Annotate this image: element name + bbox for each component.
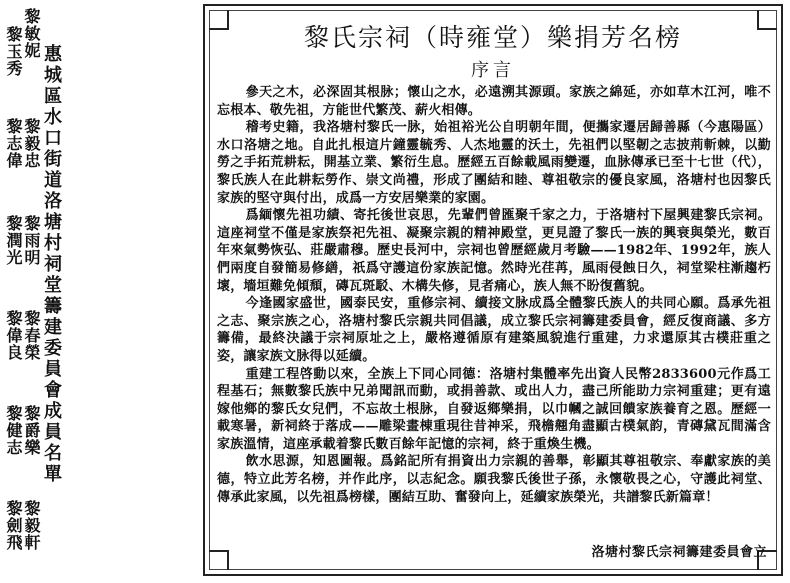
committee-name-11: 黎毅軒 [22, 500, 41, 551]
preface-paragraph-4: 今逢國家盛世，國泰民安，重修宗祠、續接文脉成爲全體黎氏族人的共同心願。爲承先祖之志、聚宗族之心，洛塘村黎氏宗親共同倡議，成立黎氏宗祠籌建委員會，經反復商議、多方籌備，最終決議于宗祠原址之上，嚴格遵循原有建築風貌進行重建，力求還原其古樸莊重之姿，讓家族文脉得以延續。 [217, 296, 771, 364]
committee-name-5: 黎雨明 [22, 215, 41, 266]
committee-name-12: 黎劍飛 [4, 500, 23, 551]
preface-paragraph-2: 稽考史籍，我洛塘村黎氏一脉，始祖裕光公自明朝年間，便攜家遷居歸善縣（今惠陽區）水口洛塘之地。自此扎根這片鐘靈毓秀、人杰地靈的沃土，先祖們以堅韌之志披荊斬棘，以勤勞之手拓荒耕耘，開基立業、繁衍生息。歷經五百餘載風雨變遷，血脉傳承已至十七世（代），黎氏族人在此耕耘勞作、崇文尚禮，形成了團結和睦、尊祖敬宗的優良家風，洛塘村也因黎氏家族的堅守與付出，成爲一方安居樂業的家園。 [217, 120, 771, 206]
preface-paragraph-5: 重建工程啓動以來，全族上下同心同德：洛塘村集體率先出資人民幣2833600元作爲工程基石；無數黎氏族中兄弟聞訊而動，或捐善款、或出人力，盡己所能助力宗祠重建；更有遠嫁他鄉的黎氏女兒們，不忘故土根脉，自發返鄉樂捐，以巾幗之誠回饋家族養育之恩。歷經一載寒暑，新祠終于落成——雕梁畫棟重現往昔神采，飛檐翹角盡顯古樸氣韵，青磚黛瓦間滿含家族溫情，這座承載着黎氏數百餘年記憶的宗祠，終于重煥生機。 [217, 366, 771, 452]
committee-name-2: 黎玉秀 [4, 26, 23, 77]
committee-name-9: 黎爵樂 [22, 405, 41, 456]
committee-name-6: 黎潤光 [4, 215, 23, 266]
committee-name-8: 黎偉良 [4, 310, 23, 361]
committee-name-4: 黎志偉 [4, 118, 23, 169]
committee-name-3: 黎毅忠 [22, 118, 41, 169]
committee-name-7: 黎春榮 [22, 310, 41, 361]
preface-paragraph-1: 參天之木，必深固其根脉；懷山之水，必遠溯其源頭。家族之綿延，亦如草木江河，唯不忘根本、敬先祖，方能世代繁茂、薪火相傳。 [217, 85, 771, 118]
committee-names-column [0, 0, 200, 583]
page-title: 黎氏宗祠（時雍堂）樂捐芳名榜 [303, 23, 682, 52]
committee-title: 惠城區水口街道洛塘村祠堂籌建委員會成員名單 [41, 44, 62, 485]
preface-body [217, 84, 771, 506]
committee-name-1: 黎敏妮 [22, 8, 41, 59]
donation-board-panel [203, 4, 783, 576]
preface-heading: 序言 [471, 60, 515, 81]
preface-paragraph-6: 飲水思源，知恩圖報。爲銘記所有捐資出力宗親的善舉，彰顯其尊祖敬宗、奉獻家族的美德，特立此芳名榜，并作此序，以志紀念。願我黎氏後世子孫，永懷敬畏之心，守護此祠堂、傳承此家風，以先祖爲榜樣，團結互助、奮發向上，延續家族榮光，共譜黎氏新篇章！ [217, 454, 771, 505]
corner-ornament-bottom-left [209, 550, 229, 570]
preface-paragraph-3: 爲緬懷先祖功績、寄托後世哀思，先輩們曾匯聚千家之力，于洛塘村下屋興建黎氏宗祠。這座祠堂不僅是家族祭祀先祖、凝聚宗親的精神殿堂，更見證了黎氏一族的興衰與榮光，數百年來氣勢恢弘、莊嚴肅穆。歷史長河中，宗祠也曾歷經歲月考驗——1982年、1992年，族人們兩度自發簡易修繕，祇爲守護這份家族記憶。然時光荏苒，風雨侵蝕日久，祠堂梁柱漸趨朽壞，墻垣難免傾頹，磚瓦斑駁、木構失修，見者痛心，族人無不盼復舊貌。 [217, 208, 771, 294]
committee-name-10: 黎健志 [4, 405, 23, 456]
signature: 洛塘村黎氏宗祠籌建委員會立 [591, 545, 767, 560]
